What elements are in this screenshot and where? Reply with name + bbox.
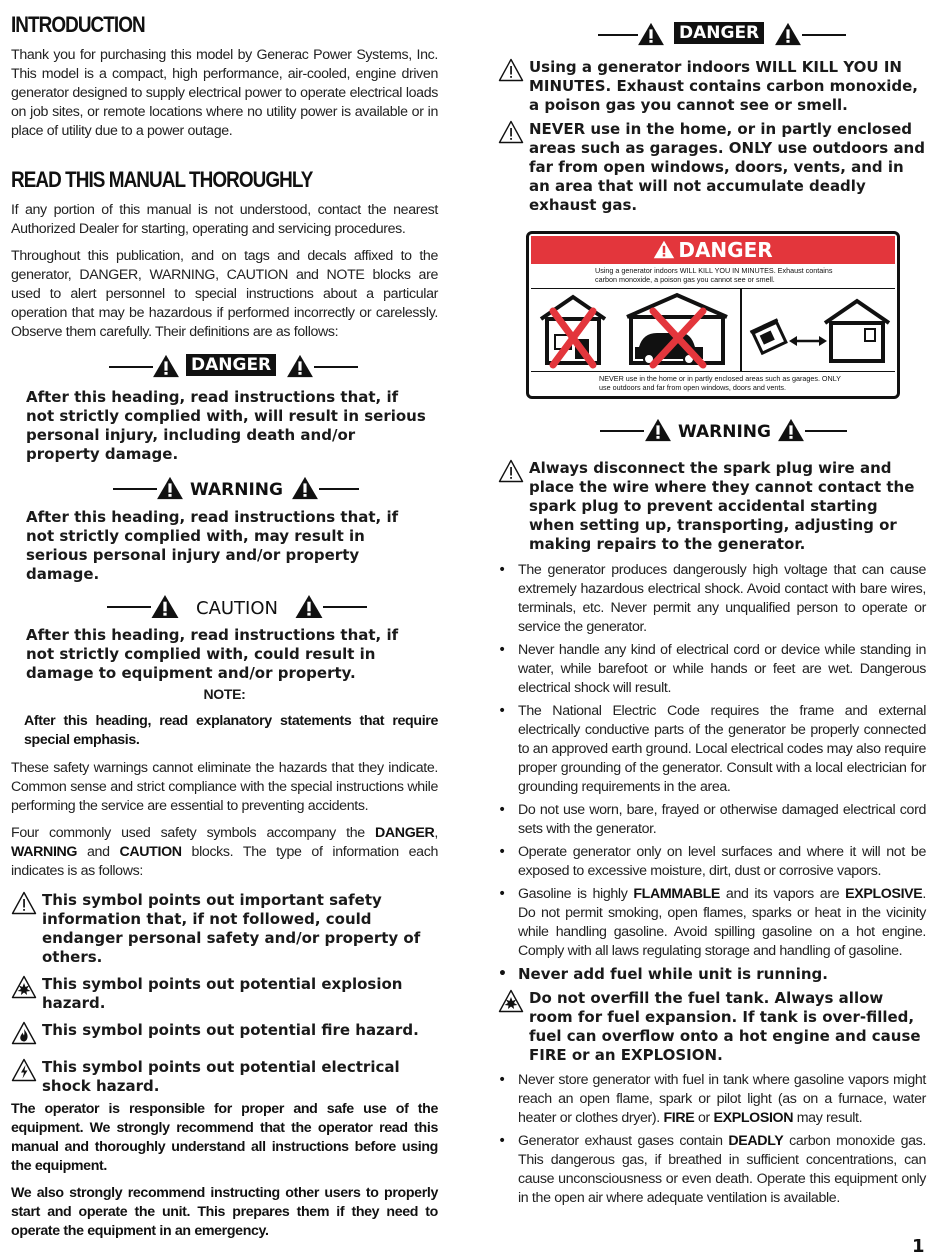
list-item: • Never handle any kind of electrical cord or device while standing in water, while barefoot or while hands or feet are wet. Dangerous electrical shock will result. [498,641,926,698]
read-manual-heading: READ THIS MANUAL THOROUGHLY [11,167,313,192]
safety-alert-icon [498,58,524,82]
warning-item-spark-plug [498,459,926,554]
warning-triangle-icon [156,476,184,500]
intro-heading: INTRODUCTION [11,12,145,37]
danger-enclosed-text: NEVER use in the home, or in partly enclosed areas such as garages. ONLY use outdoors and far from open windows, doors, vents, and in an area that will not accumulate deadly exhaust gas. [529,120,925,214]
danger-decal [526,231,900,399]
list-item: • Never store generator with fuel in tank where gasoline vapors might reach an open flame, spark or pilot light (as on a furnace, water heater or clothes dryer). FIRE or EXPLOSION may result. [498,1071,926,1128]
spark-plug-text: Always disconnect the spark plug wire and place the wire where they cannot contact the spark plug to prevent accidental starting when setting up, transporting, adjusting or making repairs to the generator. [529,459,915,553]
safety-alert-icon [498,459,524,483]
warning-label-right: WARNING [678,422,771,442]
warning-triangle-icon [152,354,180,378]
note-definition: After this heading, read explanatory statements that require special emphasis. [24,713,438,748]
danger-indoors-text: Using a generator indoors WILL KILL YOU IN MINUTES. Exhaust contains carbon monoxide, a poison gas you cannot see or smell. [529,58,919,114]
right-column [498,20,926,215]
danger-definition: After this heading, read instructions that, if not strictly complied with, will result in serious personal injury, including death and/or property damage. [26,388,426,463]
left-column [11,12,438,1241]
list-item: • Generator exhaust gases contain DEADLY carbon monoxide gas. This dangerous gas, if breathed in sufficient concentrations, can cause unconsciousness or even death. Operate this equipment only in the open air where adequate ventilation is available. [498,1132,926,1208]
safety-warnings-paragraph: These safety warnings cannot eliminate the hazards that they indicate. Common sense and strict compliance with the special instructions while performing the service are essential to preventing accidents. [11,760,438,814]
distance-arrow-icon [789,336,827,346]
list-item: • The generator produces dangerously high voltage that can cause extremely hazardous electrical shock. Avoid contact with bare wires, terminals, etc. Never permit any unqualified person to operate or service the generator. [498,561,926,637]
warning-triangle-icon [777,418,805,442]
instruct-users-paragraph: We also strongly recommend instructing other users to properly start and operate the unit. This prepares them if they need to operate the equipment in an emergency. [11,1185,438,1239]
warning-triangle-icon [294,594,324,619]
danger-signal-heading-right [498,20,926,52]
safety-alert-icon [498,120,524,144]
warning-signal-heading [11,474,438,506]
caution-definition: After this heading, read instructions that, if not strictly complied with, could result in damage to equipment and/or property. [26,626,399,682]
page-number: 1 [912,1236,925,1257]
symbol-fire-item [11,1021,438,1040]
symbol-shock-text: This symbol points out potential electrical shock hazard. [42,1058,400,1095]
warning-signal-heading-right [498,416,926,448]
decal-top-text: Using a generator indoors WILL KILL YOU IN MINUTES. Exhaust contains carbon monoxide, a poison gas you cannot see or smell. [595,266,833,284]
warning-triangle-icon [774,22,802,46]
symbol-shock-item [11,1058,438,1096]
operator-responsibility-paragraph: The operator is responsible for proper and safe use of the equipment. We strongly recommend that the operator read this manual and thoroughly understand all instructions before using the equipment. [11,1101,438,1174]
symbol-explosion-text: This symbol points out potential explosion hazard. [42,975,403,1012]
decal-bottom-text: NEVER use in the home or in partly enclosed areas such as garages. ONLY use outdoors and far from open windows, doors and vents. [599,374,841,392]
list-item: • Never add fuel while unit is running. [498,965,926,984]
overfill-text: Do not overfill the fuel tank. Always allow room for fuel expansion. If tank is over-filled, fuel can overflow onto a hot engine and cause FIRE or an EXPLOSION. [529,989,921,1064]
danger-item-enclosed [498,120,926,215]
read-paragraph-2: Throughout this publication, and on tags and decals affixed to the generator, DANGER, WARNING, CAUTION and NOTE blocks are used to alert personnel to special instructions about a particular operation that may be hazardous if performed incorrectly or carelessly. Observe them carefully. Their definitions are as follows: [11,248,438,340]
symbol-fire-text: This symbol points out potential fire hazard. [42,1021,419,1039]
symbol-explosion-item [11,975,438,1013]
warning-triangle-icon [150,594,180,619]
symbol-safety-text: This symbol points out important safety information that, if not followed, could endanger personal safety and/or property of others. [42,891,421,966]
note-label: NOTE: [203,686,246,702]
right-column-lower [498,416,926,1208]
intro-paragraph: Thank you for purchasing this model by Generac Power Systems, Inc. This model is a compact, high performance, air-cooled, engine driven generator designed to supply electrical power to operate electrical loads on job sites, or remote locations where no utility power is available or in place of utility due to a power outage. [11,47,438,139]
danger-signal-heading [11,352,438,384]
danger-label: DANGER [186,354,276,376]
caution-signal-heading [11,592,438,624]
house-icon [541,297,605,363]
list-item: • Do not use worn, bare, frayed or otherwise damaged electrical cord sets with the generator. [498,801,926,839]
danger-item-indoors [498,58,926,115]
safety-bullet-list [498,561,926,984]
safety-alert-icon [11,891,37,915]
decal-title: DANGER [678,238,773,262]
decal-header [531,236,895,264]
fire-icon [11,1021,37,1045]
list-item: • The National Electric Code requires the frame and external electrically conductive parts of the generator be properly connected to an approved earth ground. Local electrical codes may also require proper grounding of the generator. Consult with a local electrician for grounding requirements in the area. [498,702,926,797]
caution-label: CAUTION [196,598,278,619]
list-item: • Gasoline is highly FLAMMABLE and its vapors are EXPLOSIVE. Do not permit smoking, open flames, sparks or heat in the vicinity while handling gasoline. Avoid spilling gasoline on a hot engine. Comply with all laws regulating storage and handling of gasoline. [498,885,926,961]
overfill-warning-item [498,989,926,1065]
house-icon [825,301,889,361]
warning-label: WARNING [190,480,283,500]
explosion-icon [11,975,37,999]
warning-triangle-icon [653,240,675,259]
generator-icon [750,320,787,354]
decal-pictogram [531,289,895,371]
warning-triangle-icon [637,22,665,46]
electric-shock-icon [11,1058,37,1082]
warning-definition: After this heading, read instructions that, if not strictly complied with, may result in serious personal injury and/or property damage. [26,508,399,583]
read-paragraph-1: If any portion of this manual is not understood, contact the nearest Authorized Dealer for starting, operating and servicing procedures. [11,202,438,237]
garage-icon [627,295,727,364]
four-symbols-paragraph: Four commonly used safety symbols accompany the DANGER, WARNING and CAUTION blocks. The type of information each indicates is as follows: [11,825,438,879]
symbol-safety-item [11,891,438,967]
warning-triangle-icon [291,476,319,500]
danger-label-right: DANGER [674,22,764,44]
safety-bullet-list-2 [498,1071,926,1208]
warning-triangle-icon [644,418,672,442]
list-item: • Operate generator only on level surfaces and where it will not be exposed to excessive moisture, dirt, dust or corrosive vapors. [498,843,926,881]
warning-triangle-icon [286,354,314,378]
explosion-icon [498,989,524,1013]
